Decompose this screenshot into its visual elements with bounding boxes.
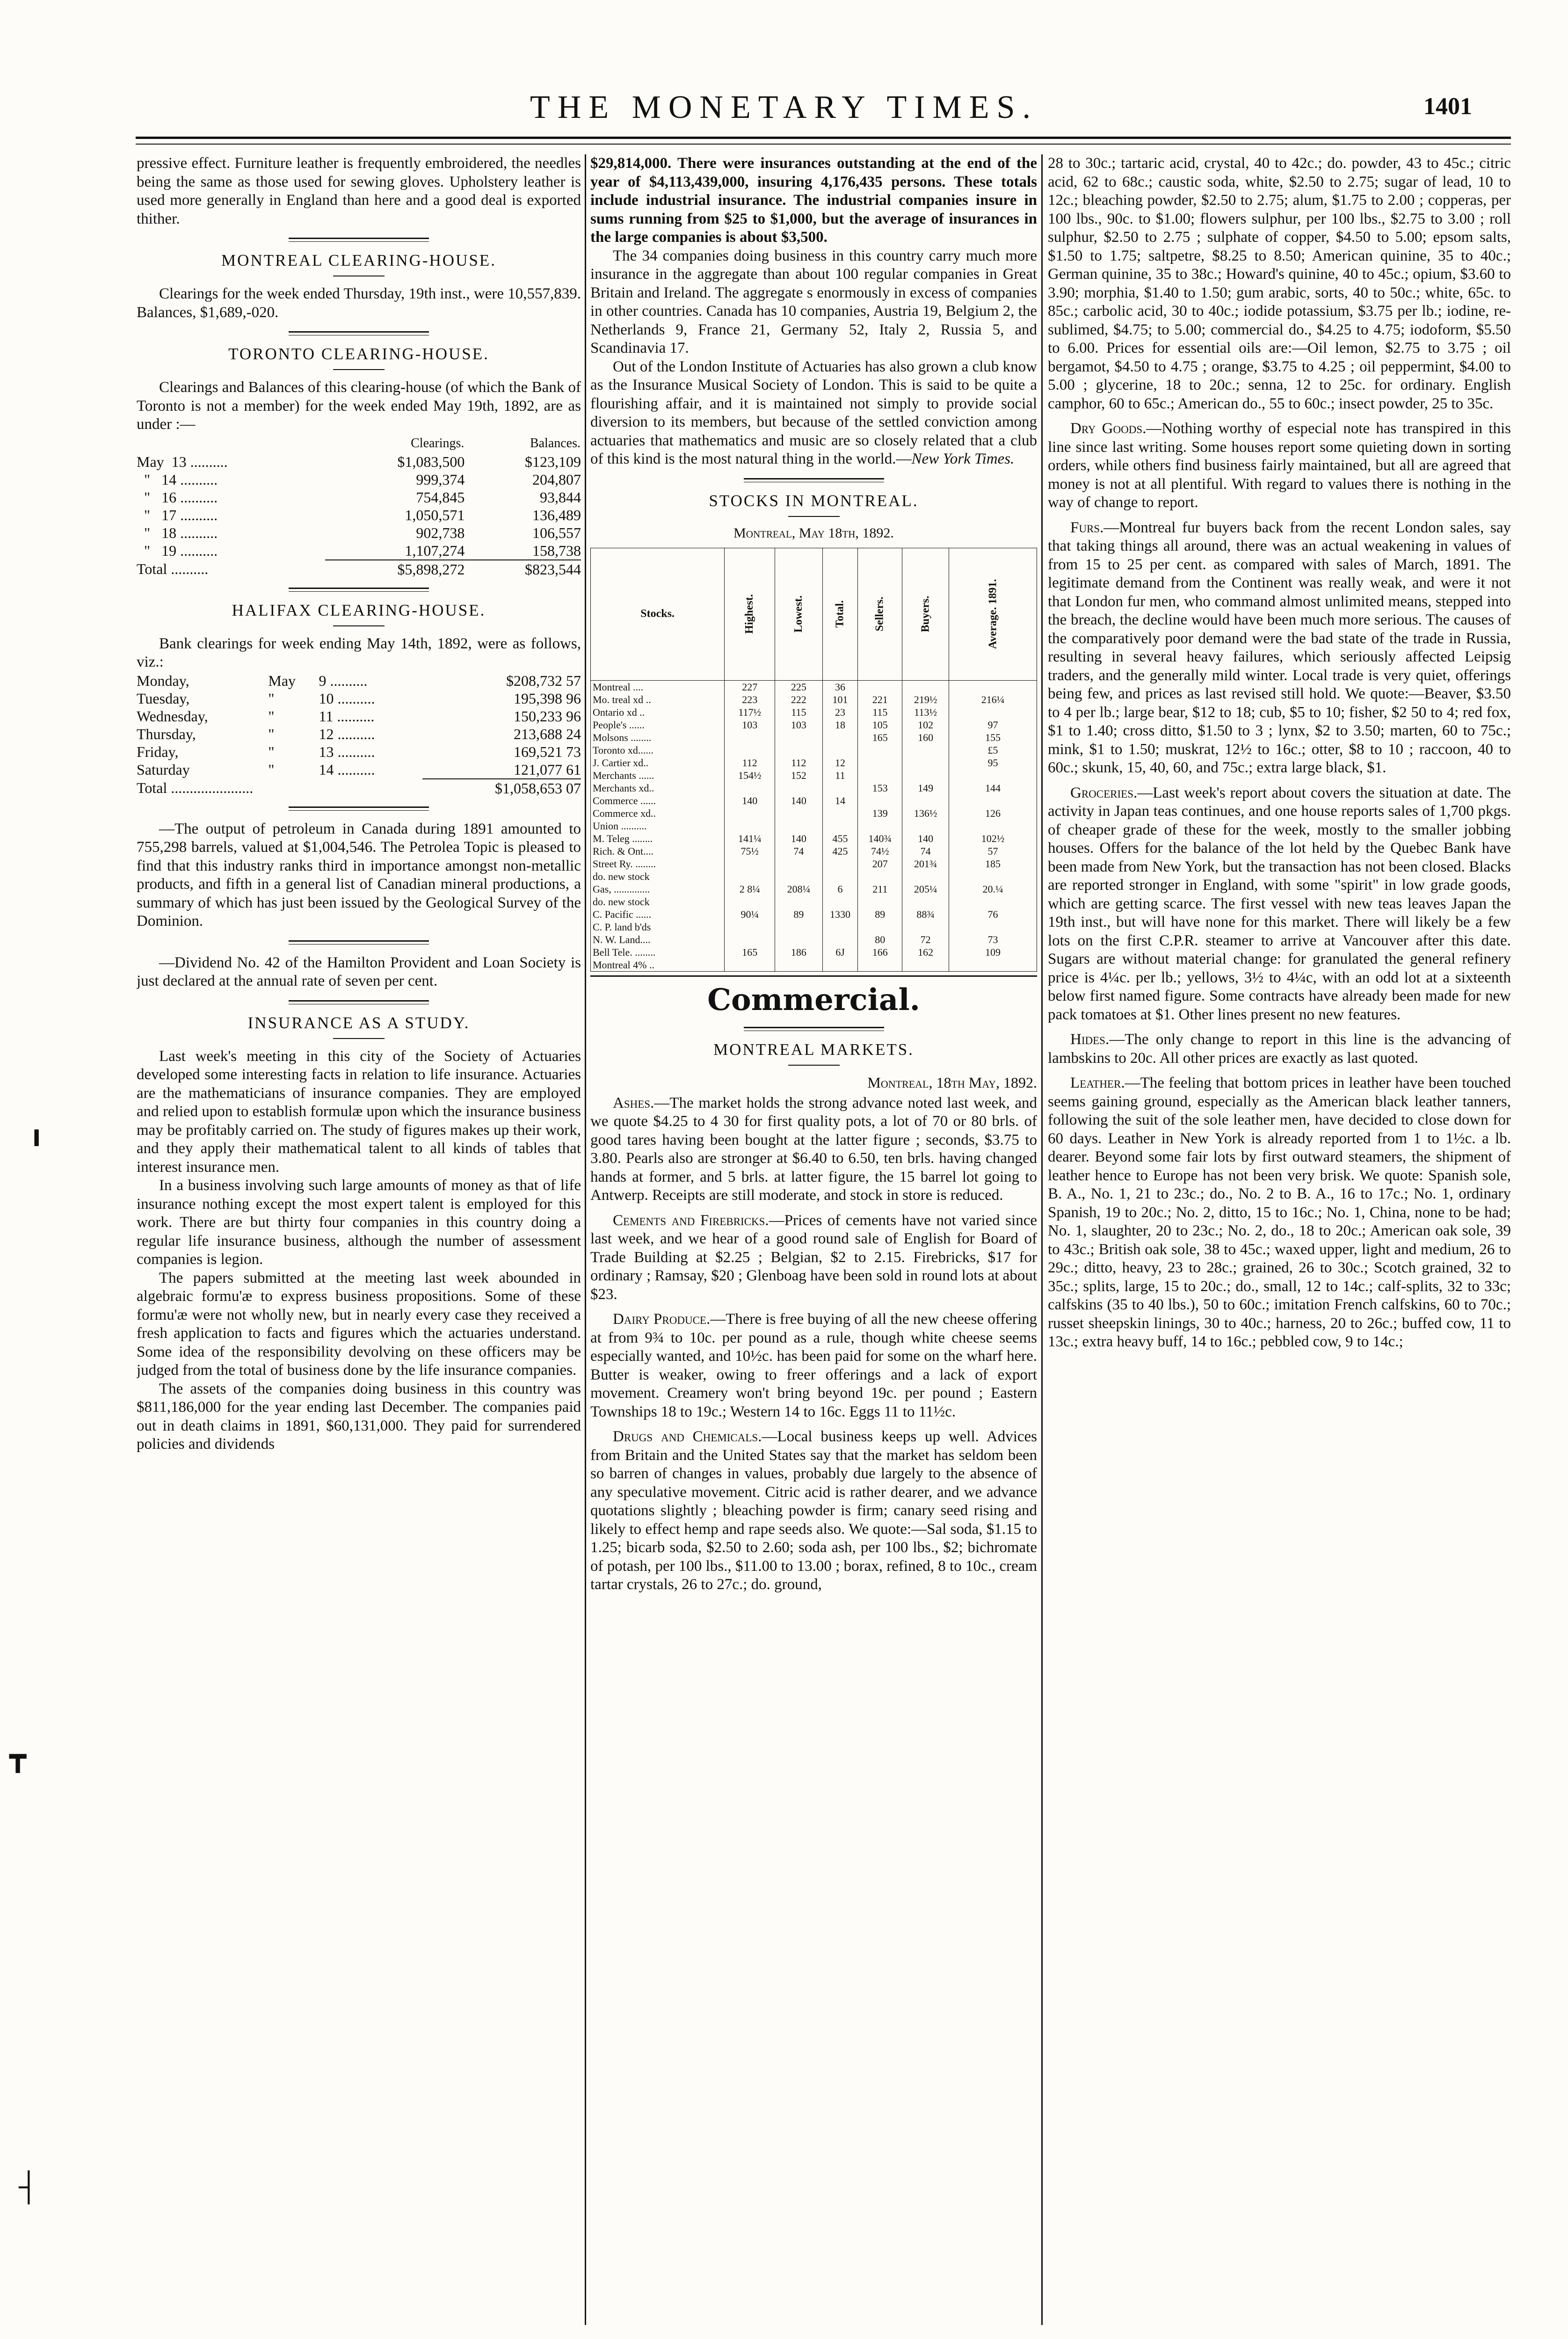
stock-value-cell: [902, 794, 949, 807]
stock-value-cell: 72: [902, 933, 949, 946]
paragraph: Clearings and Balances of this clearing-house (of which the Bank of Toronto is not a member) for the week ended May 19th, 1892, are as under :—: [137, 379, 581, 433]
stock-value-cell: [822, 870, 858, 883]
stock-value-cell: 225: [775, 680, 822, 693]
stock-value-cell: 152: [775, 769, 822, 782]
stock-value-cell: 141¼: [725, 832, 775, 845]
stock-value-cell: 115: [858, 706, 902, 719]
table-row: [591, 870, 1037, 883]
stock-name-cell: Ontario xd ..: [591, 706, 725, 719]
column-header: Average. 1891.: [949, 548, 1037, 680]
paragraph: The papers submitted at the meeting last week abounded in algebraic formu'æ to express business propositions. Some of these formu'æ were not wholly new, but in nearly every case they received a fresh application to facts and figures which the actuaries understand. Some idea of the responsibility devolving on these officers may be judged from the total of business done by the life insurance companies.: [137, 1269, 581, 1379]
stock-value-cell: 140: [725, 794, 775, 807]
stock-value-cell: 18: [822, 719, 858, 731]
table-row: Tuesday, " 10 .......... 195,398 96: [137, 690, 581, 707]
stock-value-cell: 80: [858, 933, 902, 946]
stock-name-cell: Union ..........: [591, 820, 725, 832]
paragraph: Last week's meeting in this city of the Society of Actuaries developed some interesting facts in relation to life insurance. Actuaries are the mathematicians of insurance companies. They are employed and relied upon to establish formulæ upon which the insurance business may be profitably carried on. The study of figures makes up their work, and they apply their mathematical talent to all kinds of tables that interest insurance men.: [137, 1047, 581, 1176]
stocks-table: [590, 548, 1037, 972]
stock-value-cell: [902, 870, 949, 883]
stock-value-cell: 155: [949, 731, 1037, 744]
stock-value-cell: 113½: [902, 706, 949, 719]
stock-value-cell: 36: [822, 680, 858, 693]
stock-value-cell: 57: [949, 845, 1037, 857]
market-paragraph: Furs.—Montreal fur buyers back from the recent London sales, say that taking things all around, there was an actual weakening in values of from 15 to 25 per cent. as compared with sales of March, 1891. The legitimate demand from the Continent was really weak, and were it not that London fur men, who command almost unlimited means, stepped into the breach, the decline would have been much more serious. The causes of the comparatively poor demand were the bad state of the trade in Russia, resulting in several heavy failures, which seriously affected Leipsig traders, and the generally mild winter. Local trade is very quiet, offerings being few, and prices as last revised still hold. We quote:—Beaver, $3.50 to 4 per lb.; large bear, $12 to 18; cub, $5 to 10; fisher, $2 50 to 4; red fox, $1 to 1.40; cross ditto, $1.50 to 3 ; lynx, $2 to 3.50; marten, 60 to 75c.; mink, $1 to 1.50; muskrat, 12½ to 16c.; otter, $8 to 10 ; raccoon, 40 to 60c.; skunk, 15, 40, 60, and 75c.; extra large black, $1.: [1048, 519, 1511, 776]
stock-value-cell: 162: [902, 946, 949, 959]
stock-value-cell: [822, 744, 858, 756]
stock-value-cell: 11: [822, 769, 858, 782]
stock-value-cell: £5: [949, 744, 1037, 756]
stock-value-cell: [775, 782, 822, 794]
section-separator: [744, 1027, 884, 1031]
stock-name-cell: J. Cartier xd..: [591, 756, 725, 769]
section-separator: [289, 331, 429, 335]
stock-value-cell: 23: [822, 706, 858, 719]
stock-value-cell: 455: [822, 832, 858, 845]
stock-value-cell: 102½: [949, 832, 1037, 845]
stock-value-cell: 160: [902, 731, 949, 744]
table-row: Saturday " 14 .......... 121,077 61: [137, 761, 581, 778]
rule: [788, 1065, 840, 1066]
masthead-title: THE MONETARY TIMES.: [530, 89, 1038, 125]
market-paragraph: Dairy Produce.—There is free buying of all the new cheese offering at from 9¾ to 10c. per pound as a rule, though white cheese seems especially wanted, and 10½c. has been paid for some on the wharf here. Butter is weaker, owing to freer offerings and a lack of export movement. Creamery won't bring beyond 19c. per pound ; Eastern Townships 18 to 19c.; Western 14 to 16c. Eggs 11 to 11½c.: [590, 1311, 1037, 1420]
column-header: Sellers.: [858, 548, 902, 680]
table-total-row: Total .......... $5,898,272 $823,544: [137, 560, 581, 578]
toronto-clearings-table: [137, 434, 581, 578]
stock-value-cell: [725, 959, 775, 972]
page-number: 1401: [1423, 93, 1472, 120]
stock-value-cell: [858, 769, 902, 782]
stock-value-cell: 140¾: [858, 832, 902, 845]
stock-value-cell: [725, 744, 775, 756]
stock-value-cell: [949, 680, 1037, 693]
market-paragraph: Cements and Firebricks.—Prices of cements have not varied since last week, and we hear of a good round sale of English for Board of Trade Building at $2.25 ; Belgian, $2 to 2.15. Firebricks, $17 for ordinary ; Ramsay, $20 ; Glenboag have been sold in round lots at about $23.: [590, 1212, 1037, 1303]
stock-value-cell: 211: [858, 883, 902, 895]
market-paragraph: 28 to 30c.; tartaric acid, crystal, 40 to 42c.; do. powder, 43 to 45c.; citric acid, 62 to 68c.; caustic soda, white, $2.50 to 2.75; sugar of lead, 10 to 12c.; bleaching powder, $2.50 to 2.75; alum, $1.75 to 2.00 ; copperas, per 100 lbs., 90c. to $1.00; flowers sulphur, per 100 lbs., $2.75 to 3.00 ; roll sulphur, $2.50 to 2.75 ; sulphate of copper, $4.50 to 5.00; epsom salts, $1.50 to 1.75; saltpetre, $8.25 to 8.50; American quinine, 35 to 40c.; German quinine, 35 to 38c.; Howard's quinine, 40 to 45c.; opium, $3.60 to 3.90; morphia, $1.40 to 1.50; gum arabic, sorts, 40 to 50c.; white, 65c. to 85c.; carbolic acid, 30 to 40c.; iodide potassium, $3.75 per lb.; iodine, re-sublimed, $4.75; to 5.00; commercial do., $4.25 to 4.75; iodoform, $5.50 to 6.00. Prices for essential oils are:—Oil lemon, $2.75 to 3.75 ; oil bergamot, $4.50 to 4.75 ; orange, $3.75 to 4.25 ; oil peppermint, $4.00 to 5.00 ; glycerine, 18 to 20c.; senna, 12 to 25c. for ordinary. English camphor, 60 to 65c.; American do., 55 to 60c.; insect powder, 25 to 35c.: [1048, 155, 1511, 412]
stock-value-cell: [949, 870, 1037, 883]
stock-value-cell: 153: [858, 782, 902, 794]
stock-value-cell: 154½: [725, 769, 775, 782]
column-header: Highest.: [725, 548, 775, 680]
stock-value-cell: [949, 820, 1037, 832]
table-row: [591, 693, 1037, 706]
stock-value-cell: [775, 807, 822, 820]
table-row: [591, 845, 1037, 857]
commercial-heading: Commercial.: [707, 982, 920, 1017]
section-separator: [289, 940, 429, 944]
stock-value-cell: 95: [949, 756, 1037, 769]
table-row: " 17 .......... 1,050,571 136,489: [137, 506, 581, 523]
section-heading: TORONTO CLEARING-HOUSE.: [228, 345, 489, 363]
stock-value-cell: [775, 921, 822, 933]
table-row: [591, 857, 1037, 870]
stock-value-cell: 216¼: [949, 693, 1037, 706]
stock-name-cell: Montreal 4% ..: [591, 959, 725, 972]
rule: [333, 1038, 385, 1039]
paragraph: Out of the London Institute of Actuaries has also grown a club know as the Insurance Musical Society of London. This is said to be quite a flourishing affair, and it is maintained not simply to provide social diversion to its members, but because of the settled conviction among actuaries that mathematics and music are so closely related that a club of this kind is the most natural thing in the world.—New York Times.: [590, 358, 1037, 467]
stock-value-cell: [858, 680, 902, 693]
stock-value-cell: [725, 807, 775, 820]
stock-value-cell: [775, 857, 822, 870]
column-header: Balances.: [530, 436, 581, 450]
stock-value-cell: 88¾: [902, 908, 949, 921]
stock-value-cell: [725, 933, 775, 946]
stock-value-cell: 227: [725, 680, 775, 693]
table-row: [591, 794, 1037, 807]
stock-value-cell: 205¼: [902, 883, 949, 895]
stock-name-cell: Gas, ..............: [591, 883, 725, 895]
stock-name-cell: do. new stock: [591, 895, 725, 908]
stock-value-cell: [949, 895, 1037, 908]
stock-value-cell: [775, 895, 822, 908]
stock-value-cell: 166: [858, 946, 902, 959]
section-separator: [289, 806, 429, 811]
table-row: [591, 908, 1037, 921]
table-row: " 19 .......... 1,107,274 158,738: [137, 542, 581, 559]
table-row: [591, 706, 1037, 719]
table-row: [591, 769, 1037, 782]
stock-value-cell: 112: [775, 756, 822, 769]
paragraph: $29,814,000. There were insurances outstanding at the end of the year of $4,113,439,000, insuring 4,176,435 persons. These totals include industrial insurance. The industrial companies insure in sums running from $25 to $1,000, but the average of insurances in the large companies is about $3,500.: [590, 155, 1037, 246]
stock-value-cell: [822, 857, 858, 870]
stock-name-cell: Montreal ....: [591, 680, 725, 693]
rule: [333, 369, 385, 370]
stock-name-cell: Bell Tele. ........: [591, 946, 725, 959]
halifax-clearings-table: [137, 672, 581, 797]
section-heading: MONTREAL MARKETS.: [713, 1040, 914, 1059]
column-header: Total.: [822, 548, 858, 680]
stock-value-cell: 6J: [822, 946, 858, 959]
stock-value-cell: [725, 820, 775, 832]
column-divider: [585, 154, 586, 2325]
paragraph: The assets of the companies doing business in this country was $811,186,000 for the year ending last December. The companies paid out in death claims in 1891, $60,131,000. They paid for surrendered policies and dividends: [137, 1380, 581, 1453]
stock-value-cell: 73: [949, 933, 1037, 946]
stock-value-cell: 208¼: [775, 883, 822, 895]
stock-name-cell: Commerce ......: [591, 794, 725, 807]
paragraph: —The output of petroleum in Canada during 1891 amounted to 755,298 barrels, valued at $1,004,546. The Petrolea Topic is pleased to find that this industry ranks third in importance amongst non-metallic products, and fifth in a general list of Canadian mineral productions, a summary of which has just been issued by the Geological Survey of the Dominion.: [137, 820, 581, 930]
stock-value-cell: [858, 744, 902, 756]
table-row: [591, 959, 1037, 972]
stock-value-cell: [949, 921, 1037, 933]
table-row: [591, 731, 1037, 744]
stock-name-cell: Mo. treal xd ..: [591, 693, 725, 706]
stock-value-cell: [775, 731, 822, 744]
stock-value-cell: 115: [775, 706, 822, 719]
table-row: [591, 883, 1037, 895]
stock-value-cell: 14: [822, 794, 858, 807]
stock-value-cell: [949, 959, 1037, 972]
stock-value-cell: [822, 782, 858, 794]
table-row: Thursday, " 12 .......... 213,688 24: [137, 725, 581, 742]
table-row: [591, 719, 1037, 731]
column-header: Buyers.: [902, 548, 949, 680]
margin-mark: ┳: [9, 1741, 27, 1772]
table-row: [591, 820, 1037, 832]
stock-value-cell: 140: [902, 832, 949, 845]
stock-value-cell: 103: [725, 719, 775, 731]
stock-value-cell: 2 8¼: [725, 883, 775, 895]
stock-value-cell: [775, 820, 822, 832]
table-row: [591, 782, 1037, 794]
stock-value-cell: 140: [775, 794, 822, 807]
table-row: Monday, May 9 .......... $208,732 57: [137, 672, 581, 689]
stock-value-cell: 126: [949, 807, 1037, 820]
stock-value-cell: 74: [775, 845, 822, 857]
paragraph: pressive effect. Furniture leather is frequently embroidered, the needles being the same as those used for sewing gloves. Upholstery leather is used more generally in England than here and a good deal is exported thither.: [137, 155, 581, 227]
stock-value-cell: [858, 794, 902, 807]
stock-value-cell: [822, 731, 858, 744]
stock-value-cell: [725, 857, 775, 870]
markets-dateline: Montreal, 18th May, 1892.: [867, 1074, 1037, 1091]
column-header: Stocks.: [591, 548, 725, 680]
stock-value-cell: [858, 870, 902, 883]
section-separator: [289, 1000, 429, 1004]
section-heading: MONTREAL CLEARING-HOUSE.: [221, 251, 496, 269]
stock-value-cell: 165: [858, 731, 902, 744]
market-paragraph: Dry Goods.—Nothing worthy of especial note has transpired in this line since last writing. Some houses report some quieting down in sorting orders, while others find business fairly maintained, but all are agreed that money is not at all plentiful. With regard to values there is nothing in the way of change to report.: [1048, 420, 1511, 511]
stock-value-cell: 117½: [725, 706, 775, 719]
market-paragraph: Groceries.—Last week's report about covers the situation at date. The activity in Japan teas continues, and one house reports sales of 1,700 pkgs. of cheaper grade of these for the week, mostly to the smaller jobbing houses. Offers for the balance of the lot held by the Quebec Bank have been made from New York, but the transaction has not been closed. Blacks are reported stronger in England, with some "spirit" in low grade goods, which are getting scarce. The first vessel with new teas leaves Japan the 19th inst., but will have none for this market. There will likely be a few lots on the first C.P.R. steamer to arrive at Vancouver after this date. Sugars are without material change: for granulated the general refinery price is 4¼c. per lb.; yellows, 3½ to 4¼c, with an odd lot at a sixteenth below first named figure. Some contracts have already been made for new pack tomatoes at $1. Other lines present no new features.: [1048, 784, 1511, 1023]
stock-value-cell: [822, 959, 858, 972]
stock-value-cell: 223: [725, 693, 775, 706]
stock-name-cell: Street Ry. ........: [591, 857, 725, 870]
stock-value-cell: 97: [949, 719, 1037, 731]
stock-name-cell: C. Pacific ......: [591, 908, 725, 921]
table-row: [591, 807, 1037, 820]
stock-value-cell: [822, 807, 858, 820]
stock-value-cell: [902, 756, 949, 769]
stock-value-cell: [822, 933, 858, 946]
section-heading: HALIFAX CLEARING-HOUSE.: [232, 601, 486, 619]
table-row: [591, 895, 1037, 908]
stock-value-cell: [902, 769, 949, 782]
stock-value-cell: [725, 921, 775, 933]
stock-value-cell: [858, 756, 902, 769]
stock-value-cell: 186: [775, 946, 822, 959]
rule: [590, 972, 1037, 977]
column-right: [1048, 154, 1511, 2325]
stock-value-cell: [858, 895, 902, 908]
table-row: [591, 832, 1037, 845]
stock-value-cell: [949, 769, 1037, 782]
rule: [788, 516, 840, 517]
stock-value-cell: 89: [858, 908, 902, 921]
stocks-dateline: Montreal, May 18th, 1892.: [733, 525, 894, 541]
paragraph: The 34 companies doing business in this country carry much more insurance in the aggregate than about 100 regular companies in Great Britain and Ireland. The aggregate s enormously in excess of companies in other countries. Canada has 10 companies, Austria 19, Belgium 2, the Netherlands 9, France 21, Germany 52, Italy 2, Russia 5, and Scandinavia 17.: [590, 247, 1037, 356]
stock-value-cell: 185: [949, 857, 1037, 870]
stock-value-cell: [858, 921, 902, 933]
market-paragraph: Drugs and Chemicals.—Local business keeps up well. Advices from Britain and the United States say that the market has seldom been so barren of changes in values, probably due largely to the absence of any speculative movement. Citric acid is rather dearer, and we advance quotations slightly ; bleaching powder is firm; canary seed rising and likely to effect hemp and rape seeds also. We quote:—Sal soda, $1.15 to 1.25; bicarb soda, $2.50 to 2.60; soda ash, per 100 lbs., $2; bichromate of potash, per 100 lbs., $11.00 to 13.00 ; borax, refined, 8 to 10c., cream tartar crystals, 26 to 27c.; do. ground,: [590, 1428, 1037, 1593]
stock-name-cell: Commerce xd..: [591, 807, 725, 820]
stock-value-cell: [725, 782, 775, 794]
section-separator: [744, 478, 884, 482]
stock-value-cell: [775, 959, 822, 972]
section-heading: STOCKS IN MONTREAL.: [709, 491, 919, 510]
stock-value-cell: 90¼: [725, 908, 775, 921]
stock-value-cell: 12: [822, 756, 858, 769]
stock-value-cell: 76: [949, 908, 1037, 921]
paragraph: —Dividend No. 42 of the Hamilton Provident and Loan Society is just declared at the annual rate of seven per cent.: [137, 954, 581, 989]
stock-name-cell: Molsons ........: [591, 731, 725, 744]
market-paragraph: Leather.—The feeling that bottom prices in leather have been touched seems gaining ground, especially as the American black leather tanners, following the suit of the sole leather men, have decided to close down for 60 days. Leather in New York is already reported from 1 to 1½c. a lb. dearer. Beyond some fair lots by first outward steamers, the shipment of leather hence to Europe has not been very brisk. We quote: Spanish sole, B. A., No. 1, 21 to 23c.; do., No. 2 to B. A., 16 to 17c.; No. 1, ordinary Spanish, 19 to 20c.; No. 2, ditto, 15 to 16c.; No. 1, China, none to be had; No. 1, slaughter, 20 to 23c.; No. 2, do., 18 to 20c.; American oak sole, 39 to 43c.; British oak sole, 38 to 45c.; waxed upper, light and medium, 26 to 29c.; ditto, heavy, 23 to 28c.; grained, 26 to 30c.; Scotch grained, 32 to 35c.; splits, large, 15 to 20c.; do., small, 12 to 14c.; calf-splits, 32 to 33c; calfskins (35 to 40 lbs.), 50 to 60c.; imitation French calfskins, 60 to 70c.; russet sheepskin linings, 30 to 40c.; harness, 20 to 26c.; buffed cow, 11 to 13c.; extra heavy buff, 14 to 16c.; pebbled cow, 9 to 14c.;: [1048, 1075, 1511, 1350]
table-row: " 16 .......... 754,845 93,844: [137, 488, 581, 506]
stock-value-cell: 74½: [858, 845, 902, 857]
stock-value-cell: [822, 820, 858, 832]
stock-value-cell: 103: [775, 719, 822, 731]
stock-value-cell: 102: [902, 719, 949, 731]
stock-value-cell: 105: [858, 719, 902, 731]
rule: [333, 625, 385, 626]
column-middle: [590, 154, 1037, 2325]
stock-value-cell: [725, 895, 775, 908]
stock-value-cell: [822, 921, 858, 933]
stock-value-cell: [902, 820, 949, 832]
stock-value-cell: 1330: [822, 908, 858, 921]
table-row: May 13 .......... $1,083,500 $123,109: [137, 453, 581, 470]
stock-value-cell: 136½: [902, 807, 949, 820]
table-total-row: Total ...................... $1,058,653 07: [137, 779, 581, 797]
table-row: [591, 756, 1037, 769]
header-rule: [136, 137, 1511, 145]
column-header: Clearings.: [411, 436, 465, 450]
stock-value-cell: 101: [822, 693, 858, 706]
column-header: Lowest.: [775, 548, 822, 680]
paragraph: Clearings for the week ended Thursday, 19th inst., were 10,557,839. Balances, $1,689,-020.: [137, 285, 581, 321]
table-row: [591, 946, 1037, 959]
stock-name-cell: M. Teleg ........: [591, 832, 725, 845]
stock-value-cell: [902, 680, 949, 693]
stock-value-cell: 219½: [902, 693, 949, 706]
column-divider: [1041, 154, 1043, 2325]
stock-value-cell: 140: [775, 832, 822, 845]
stock-value-cell: [775, 744, 822, 756]
stock-name-cell: Rich. & Ont....: [591, 845, 725, 857]
stock-value-cell: 149: [902, 782, 949, 794]
stock-value-cell: 109: [949, 946, 1037, 959]
stock-value-cell: [775, 870, 822, 883]
stock-value-cell: [858, 820, 902, 832]
stock-value-cell: 139: [858, 807, 902, 820]
margin-mark: ╻: [28, 1114, 45, 1145]
stock-name-cell: Merchants xd..: [591, 782, 725, 794]
stock-value-cell: 20.¼: [949, 883, 1037, 895]
stock-value-cell: 201¾: [902, 857, 949, 870]
stock-value-cell: [725, 731, 775, 744]
table-row: " 18 .......... 902,738 106,557: [137, 524, 581, 541]
market-paragraph: Hides.—The only change to report in this line is the advancing of lambskins to 20c. All other prices are exactly as last quoted.: [1048, 1031, 1511, 1067]
stock-value-cell: 207: [858, 857, 902, 870]
stock-value-cell: 222: [775, 693, 822, 706]
stock-value-cell: 165: [725, 946, 775, 959]
stock-value-cell: 112: [725, 756, 775, 769]
stock-name-cell: People's ......: [591, 719, 725, 731]
stock-name-cell: do. new stock: [591, 870, 725, 883]
section-heading: INSURANCE AS A STUDY.: [247, 1013, 470, 1032]
section-separator: [289, 588, 429, 592]
stock-value-cell: [902, 744, 949, 756]
stock-value-cell: 6: [822, 883, 858, 895]
column-left: [137, 154, 581, 2325]
paragraph: In a business involving such large amounts of money as that of life insurance nothing except the most expert talent is employed for this work. There are but thirty four companies in this country doing a regular life insurance business, although the number of assessment companies is legion.: [137, 1177, 581, 1268]
table-row: [591, 921, 1037, 933]
stock-name-cell: N. W. Land....: [591, 933, 725, 946]
table-row: [591, 744, 1037, 756]
stock-value-cell: [902, 895, 949, 908]
stock-value-cell: [949, 794, 1037, 807]
stock-name-cell: Merchants ......: [591, 769, 725, 782]
stock-value-cell: [902, 921, 949, 933]
table-row: [591, 933, 1037, 946]
stock-value-cell: 75½: [725, 845, 775, 857]
stock-value-cell: 74: [902, 845, 949, 857]
paragraph: Bank clearings for week ending May 14th, 1892, were as follows, viz.:: [137, 635, 581, 670]
stock-value-cell: [949, 706, 1037, 719]
stock-value-cell: 221: [858, 693, 902, 706]
table-row: Wednesday, " 11 .......... 150,233 96: [137, 707, 581, 725]
section-separator: [289, 238, 429, 242]
stock-value-cell: [775, 933, 822, 946]
stock-value-cell: [822, 895, 858, 908]
stock-value-cell: 425: [822, 845, 858, 857]
stock-value-cell: [902, 959, 949, 972]
stock-name-cell: Toronto xd......: [591, 744, 725, 756]
stock-value-cell: [858, 959, 902, 972]
stock-name-cell: C. P. land b'ds: [591, 921, 725, 933]
stock-value-cell: [725, 870, 775, 883]
table-row: " 14 .......... 999,374 204,807: [137, 471, 581, 488]
margin-mark: ┤: [19, 2171, 39, 2202]
table-row: [591, 680, 1037, 693]
market-paragraph: Ashes.—The market holds the strong advance noted last week, and we quote $4.25 to 4 30 for first quality pots, a lot of 70 or 80 brls. of good tares having been bought at the latter figure ; seconds, $3.75 to 3.80. Pearls also are stronger at $6.40 to 6.50, ten brls. having changed hands at former, and 5 brls. at latter figure, the 15 barrel lot going to Antwerp. Receipts are still moderate, and stock in store is reduced.: [590, 1094, 1037, 1204]
stock-value-cell: 89: [775, 908, 822, 921]
source-credit: New York Times.: [911, 450, 1015, 467]
stock-value-cell: 144: [949, 782, 1037, 794]
table-row: Friday, " 13 .......... 169,521 73: [137, 743, 581, 760]
